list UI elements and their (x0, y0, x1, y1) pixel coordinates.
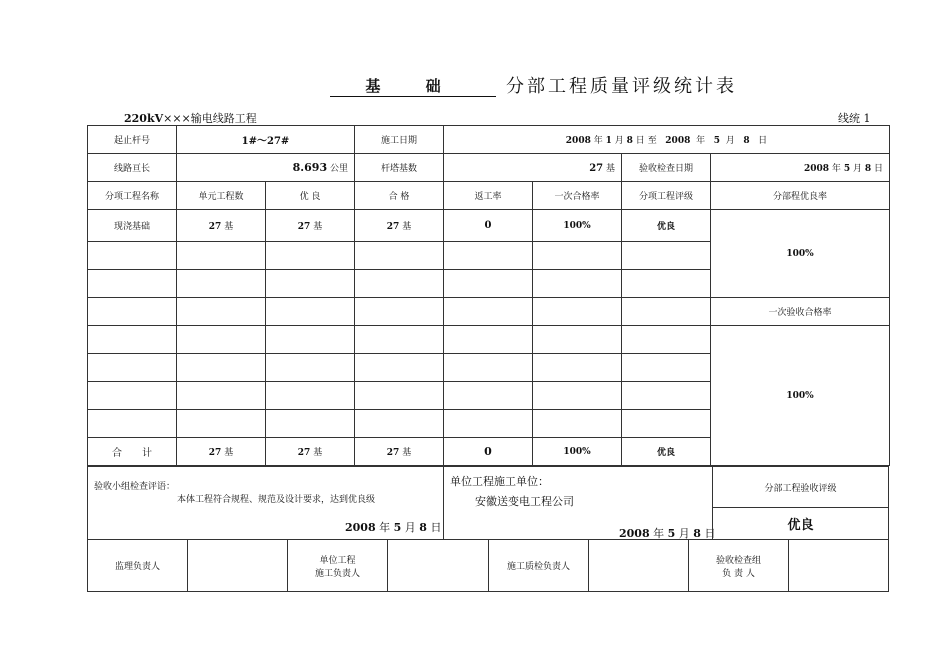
division-rating-value: 优良 (787, 518, 814, 533)
info-row-2 (88, 154, 890, 182)
division-rating-label-box (712, 466, 889, 508)
header-first-pass-rate: 一次合格率 (533, 182, 622, 210)
unit-manager-label-line1: 单位工程 (319, 555, 356, 566)
contractor-name: 安徽送变电工程公司 (475, 495, 574, 508)
review-text: 本体工程符合规程、规范及设计要求，达到优良级 (177, 495, 376, 505)
table-row (88, 298, 890, 326)
statistics-table (87, 125, 890, 466)
qc-signature-cell (588, 539, 689, 592)
header-subitem-name: 分项工程名称 (88, 182, 177, 210)
supervisor-label-cell (87, 539, 188, 592)
line-length-label: 线路亘长 (88, 154, 177, 182)
unit-count: 27 基 (177, 210, 266, 242)
first-pass-rate: 100% (533, 210, 622, 242)
tower-count-label: 杆塔基数 (355, 154, 444, 182)
total-qualified-count: 27 基 (355, 438, 444, 466)
unit-manager-label-line2: 施工负责人 (314, 568, 360, 579)
total-label: 合 计 (88, 438, 177, 466)
contractor-label: 单位工程施工单位： (450, 475, 549, 488)
division-rating-label: 分部工程验收评级 (764, 483, 837, 494)
first-acceptance-rate: 100% (711, 326, 890, 466)
unit-manager-label-cell (287, 539, 388, 592)
inspection-date-value: 2008 年 5 月 8 日 (711, 154, 890, 182)
supervisor-signature-cell (187, 539, 288, 592)
title-block (330, 74, 750, 100)
project-voltage: 220kV (124, 112, 164, 125)
form-serial: 线统 1 (838, 112, 871, 125)
total-rework-rate: 0 (444, 438, 533, 466)
qualified-count: 27 基 (355, 210, 444, 242)
contractor-date: 2008 年 5 月 8 日 (619, 527, 716, 540)
header-excellent: 优 良 (266, 182, 355, 210)
construction-date-label: 施工日期 (355, 126, 444, 154)
header-rework-rate: 返工率 (444, 182, 533, 210)
project-name (124, 110, 257, 126)
group-leader-label-cell (688, 539, 789, 592)
review-date: 2008 年 5 月 8 日 (345, 521, 442, 534)
title-subject: 基 础 (330, 74, 496, 97)
excellent-count: 27 基 (266, 210, 355, 242)
rework-rate: 0 (444, 210, 533, 242)
header-excellent-rate: 分部程优良率 (711, 182, 890, 210)
contractor-box (443, 466, 716, 540)
header-row (88, 182, 890, 210)
line-length-value: 8.693 公里 (177, 154, 355, 182)
review-box (87, 466, 444, 540)
page-title: 分部工程质量评级统计表 (506, 76, 737, 97)
pole-label: 起止杆号 (88, 126, 177, 154)
unit-manager-signature-cell (387, 539, 489, 592)
table-row (88, 326, 890, 354)
info-row-1 (88, 126, 890, 154)
supervisor-label: 监理负责人 (114, 562, 160, 572)
project-line-name: ×××输电线路工程 (163, 112, 257, 125)
excellent-rate-value: 100% (711, 210, 890, 298)
qc-label-cell (488, 539, 589, 592)
group-leader-label-line1: 验收检查组 (715, 555, 761, 566)
inspection-date-label: 验收检查日期 (622, 154, 711, 182)
total-unit-count: 27 基 (177, 438, 266, 466)
first-acceptance-label: 一次验收合格率 (711, 298, 890, 326)
total-grade: 优良 (622, 438, 711, 466)
tower-count-value: 27 基 (444, 154, 622, 182)
header-subitem-grade: 分项工程评级 (622, 182, 711, 210)
pole-value: 1#～27# (177, 126, 355, 154)
header-qualified: 合 格 (355, 182, 444, 210)
header-unit-count: 单元工程数 (177, 182, 266, 210)
review-label: 验收小组检查评语： (94, 482, 176, 492)
subitem-grade: 优良 (622, 210, 711, 242)
lower-section (87, 466, 889, 592)
total-excellent-count: 27 基 (266, 438, 355, 466)
table-row (88, 210, 890, 242)
group-leader-signature-cell (788, 539, 889, 592)
division-rating-value-box (712, 507, 889, 540)
subitem-name: 现浇基础 (88, 210, 177, 242)
qc-label: 施工质检负责人 (506, 562, 570, 572)
group-leader-label-line2: 负 责 人 (722, 568, 755, 579)
construction-date-value: 2008 年 1 月 8 日 至 2008 年 5 月 8 日 (444, 126, 890, 154)
total-first-pass-rate: 100% (533, 438, 622, 466)
